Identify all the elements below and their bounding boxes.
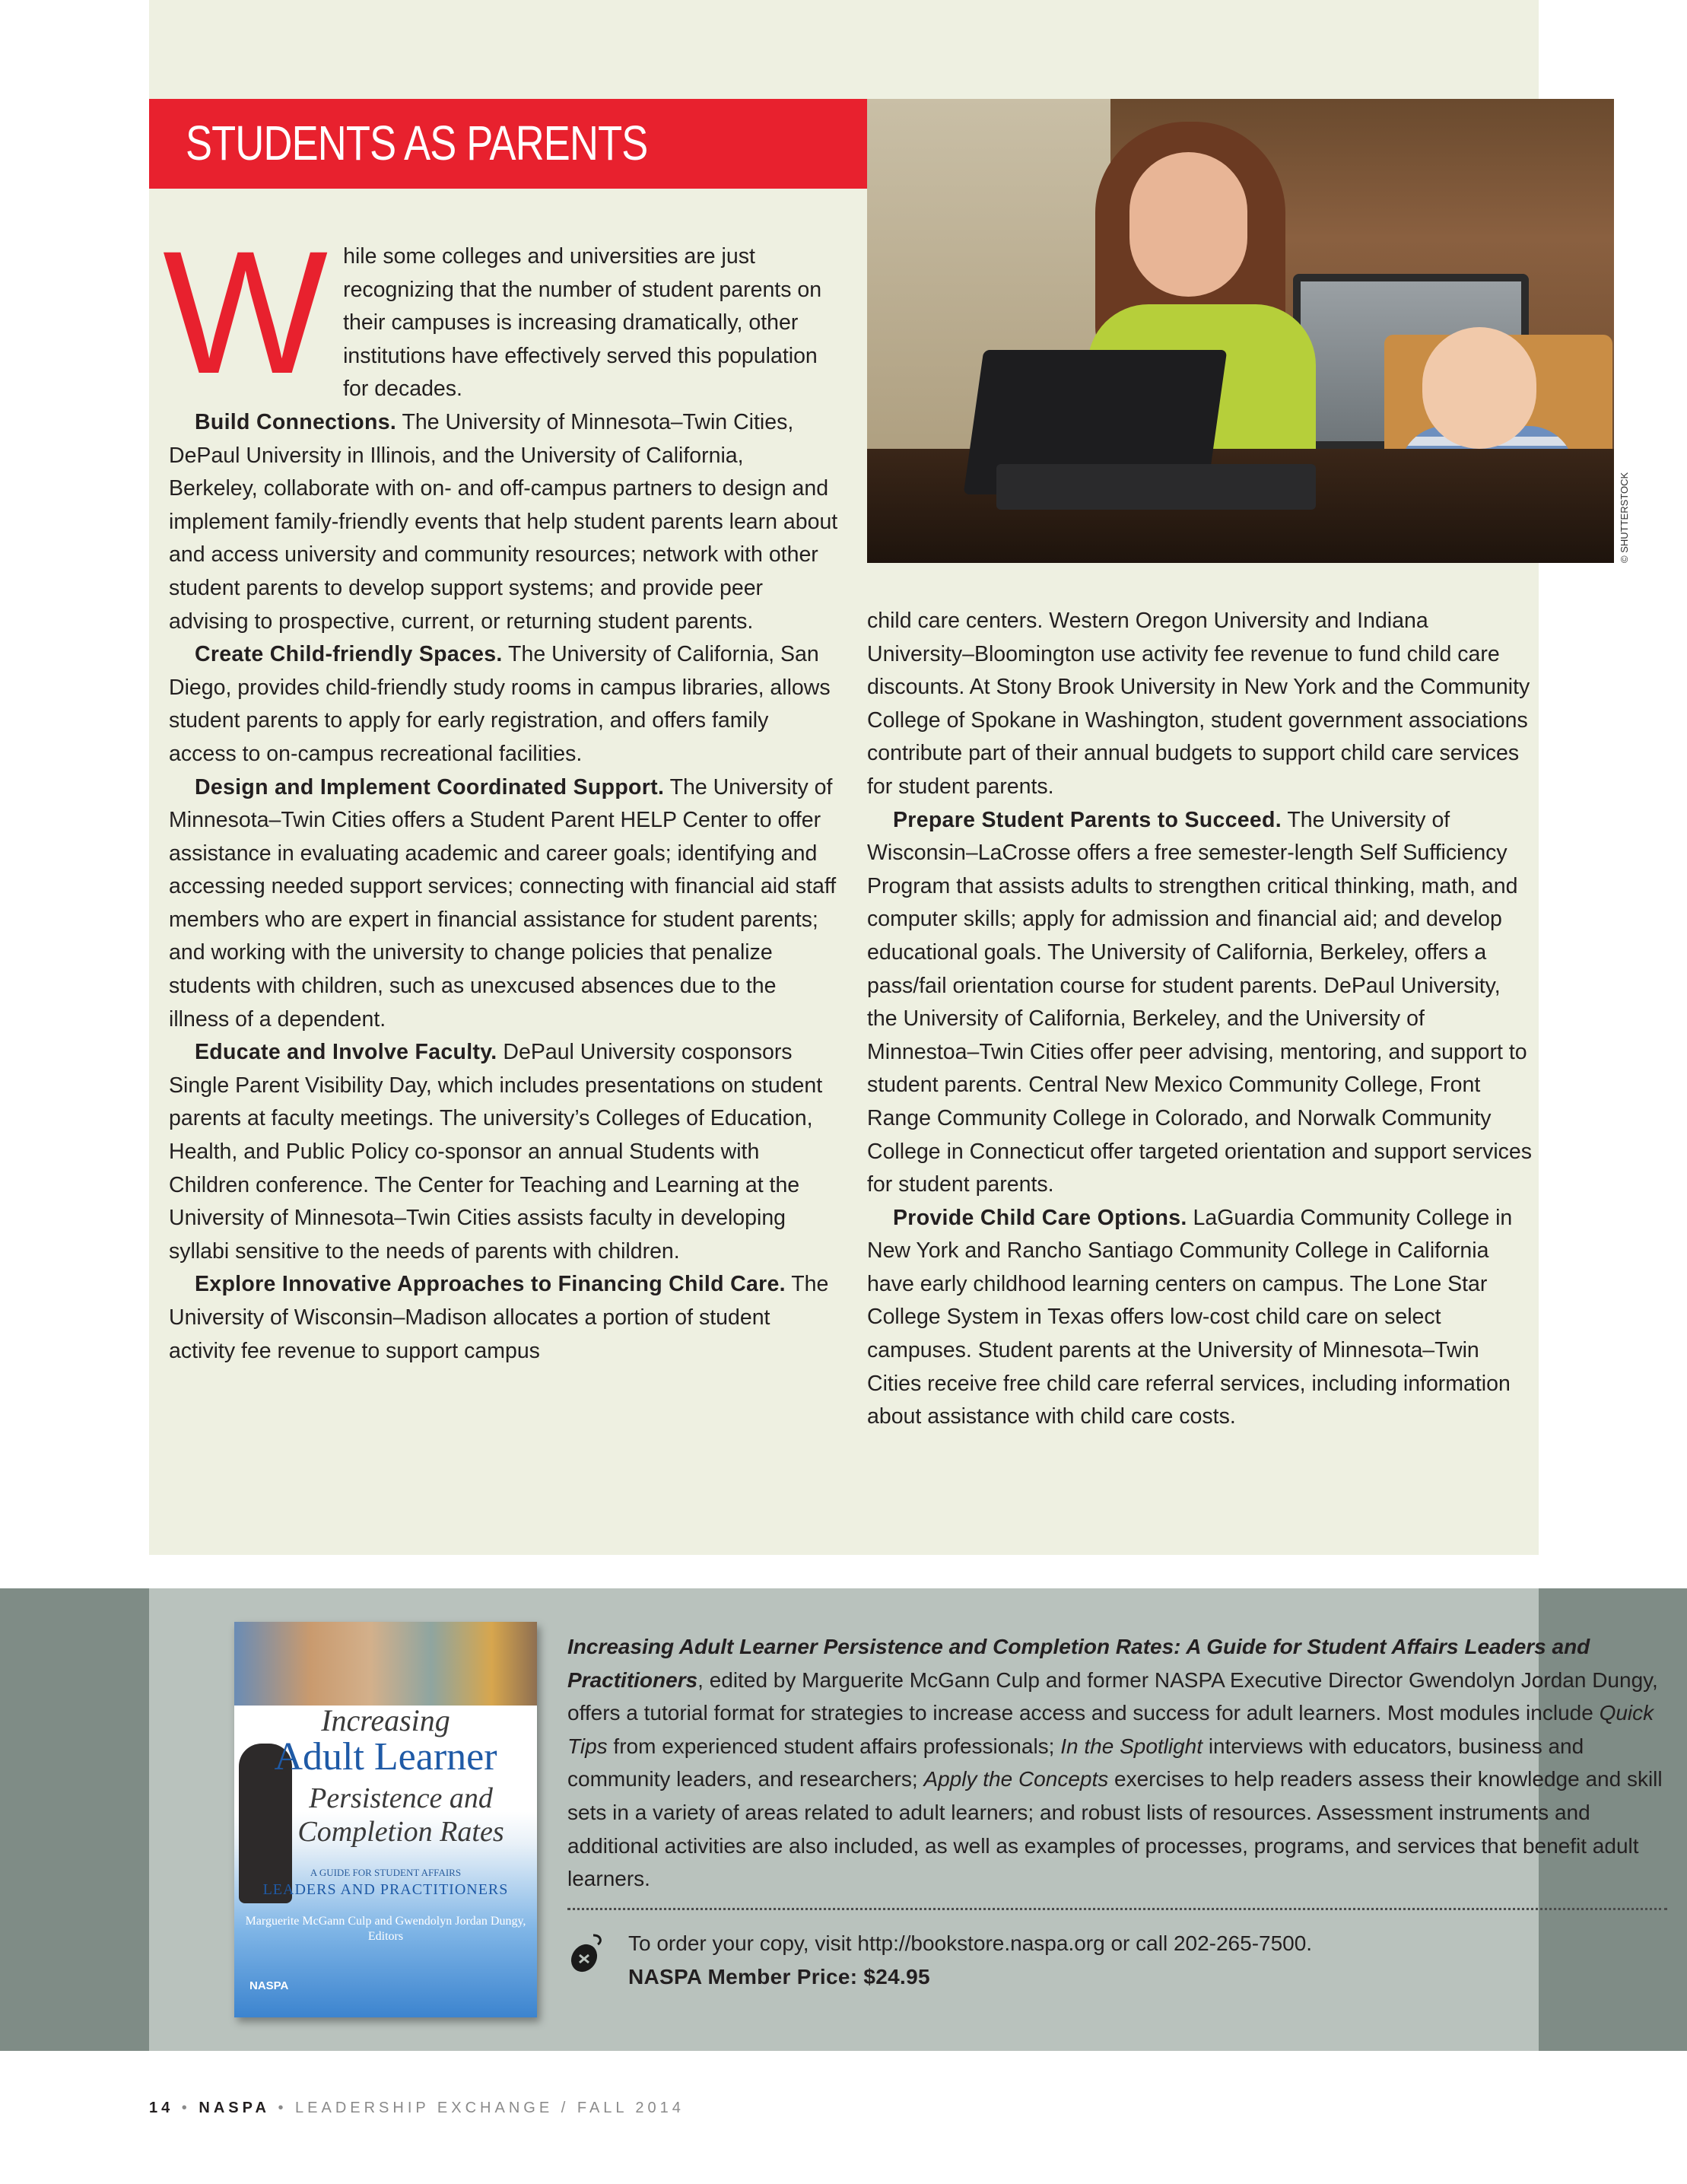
paragraph-heading: Design and Implement Coordinated Support. [195,774,665,800]
paragraph: Build Connections. The University of Minnesota–Twin Cities, DePaul University in Illinois, and the University of California, Berkeley, collaborate with on- and off-campus partners to design and implement family-friendly events that help student parents learn about and access university and community resources; network with other student parents to develop support systems; and provide peer advising to prospective, current, or returning student parents. [169,409,838,634]
book-title: Increasing Adult Learner Persistence and Completion Rates: A Guide for Student Affairs Leaders and Practitioners [567,1635,1590,1692]
section-title: STUDENTS AS PARENTS [186,116,648,170]
paragraph-heading: Create Child-friendly Spaces. [195,642,503,667]
paragraph: Design and Implement Coordinated Support. The University of Minnesota–Twin Cities offers a Student Parent HELP Center to offer assistance in evaluating academic and career goals; identifying and accessing needed support services; connecting with financial aid staff members who are expert in financial assistance for student parents; and working with the university to change policies that penalize students with children, such as unexcused absences due to the illness of a dependent. [169,774,837,1032]
paragraph: Provide Child Care Options. LaGuardia Community College in New York and Rancho Santiago Community College in California have early childhood learning centers on campus. The Lone Star College System in Texas offers low-cost child care on select campuses. Student parents at the University of Minnesota–Twin Cities receive free child care referral services, including information about assistance with child care costs. [867,1205,1513,1429]
book-promo-panel [0,1588,1687,2051]
article-column-left [163,215,838,1368]
book-description: Increasing Adult Learner Persistence and Completion Rates: A Guide for Student Affairs Leaders and Practitioners, edited by Marguerite McGann Culp and former NASPA Executive Director Gwendolyn Jordan Dungy, offers a tutorial format for strategies to increase access and success for adult learners. Most modules include Quick Tips from experienced student affairs professionals; In the Spotlight interviews with educators, business and community leaders, and researchers; Apply the Concepts exercises to help readers assess their knowledge and skill sets in a variety of areas related to adult learners; and robust lists of resources. Assessment instruments and additional activities are also included, as well as examples of processes, programs, and services that benefit adult learners. [567,1635,1663,1891]
drop-cap: W [163,215,329,410]
order-info [628,1927,1617,1993]
photo-credit: © SHUTTERSTOCK [1619,472,1630,563]
cover-title-line: Persistence and Completion Rates [297,1782,504,1848]
page-number: 14 [149,2100,174,2116]
paragraph: Create Child-friendly Spaces. The University of California, San Diego, provides child-friendly study rooms in campus libraries, allows student parents to apply for early registration, and offers family access to on-campus recreational facilities. [169,642,831,766]
order-text: To order your copy, visit http://bookstore.naspa.org or call 202-265-7500. [628,1931,1313,1955]
intro-paragraph: While some colleges and universities are just recognizing that the number of student parents on their campuses is increasing dramatically, other institutions have effectively served this population for decades. [163,215,822,410]
cover-title-line: Increasing [321,1703,450,1737]
paragraph-heading: Prepare Student Parents to Succeed. [893,807,1282,832]
paragraph: Educate and Involve Faculty. DePaul University cosponsors Single Parent Visibility Day, which includes presentations on student parents at faculty meetings. The university’s Colleges of Education, Health, and Public Policy co-sponsor an annual Students with Children conference. The Center for Teaching and Learning at the University of Minnesota–Twin Cities assists faculty in developing syllabi sensitive to the needs of parents with children. [169,1040,823,1264]
dotted-divider [567,1908,1667,1910]
page-footer: 14 • NASPA • LEADERSHIP EXCHANGE / FALL 2014 [149,2100,685,2116]
footer-org: NASPA [199,2100,270,2116]
paragraph-heading: Educate and Involve Faculty. [195,1040,497,1065]
section-title-bar [149,99,867,189]
mother-baby-laptop-photo [867,99,1614,563]
cover-editors: Marguerite McGann Culp and Gwendolyn Jordan Dungy, Editors [245,1915,526,1943]
paragraph-heading: Build Connections. [195,409,397,434]
cover-subtitle: LEADERS AND PRACTITIONERS [262,1881,509,1898]
paragraph-heading: Provide Child Care Options. [893,1205,1187,1230]
computer-mouse-icon [567,1932,605,1975]
book-cover-image [234,1622,537,2017]
member-price: NASPA Member Price: $24.95 [628,1964,930,1988]
continued-paragraph: child care centers. Western Oregon University and Indiana University–Bloomington use activity fee revenue to fund child care discounts. At Stony Brook University in New York and the Community College of Spokane in Washington, student government associations contribute part of their annual budgets to support child care services for student parents. [867,609,1530,799]
book-promo-inner [149,1588,1663,2051]
paragraph-heading: Explore Innovative Approaches to Financing Child Care. [195,1272,786,1297]
footer-publication: LEADERSHIP EXCHANGE / FALL 2014 [295,2100,685,2116]
cover-subtitle: A GUIDE FOR STUDENT AFFAIRS [310,1867,462,1878]
article-column-right [867,605,1536,1434]
cover-title-line: Adult Learner [274,1735,497,1779]
paragraph: Prepare Student Parents to Succeed. The University of Wisconsin–LaCrosse offers a free semester-length Self Sufficiency Program that assists adults to strengthen critical thinking, math, and computer skills; apply for admission and financial aid; and develop educational goals. The University of California, Berkeley, offers a pass/fail orientation course for student parents. DePaul University, the University of California, Berkeley, and the University of Minnestoa–Twin Cities offer peer advising, mentoring, and support to student parents. Central New Mexico Community College, Front Range Community College in Colorado, and Norwalk Community College in Connecticut offer targeted orientation and support services for student parents. [867,807,1532,1197]
cover-publisher-logo: NASPA [249,1979,289,1992]
paragraph: Explore Innovative Approaches to Financing Child Care. The University of Wisconsin–Madison allocates a portion of student activity fee revenue to support campus [169,1272,829,1363]
